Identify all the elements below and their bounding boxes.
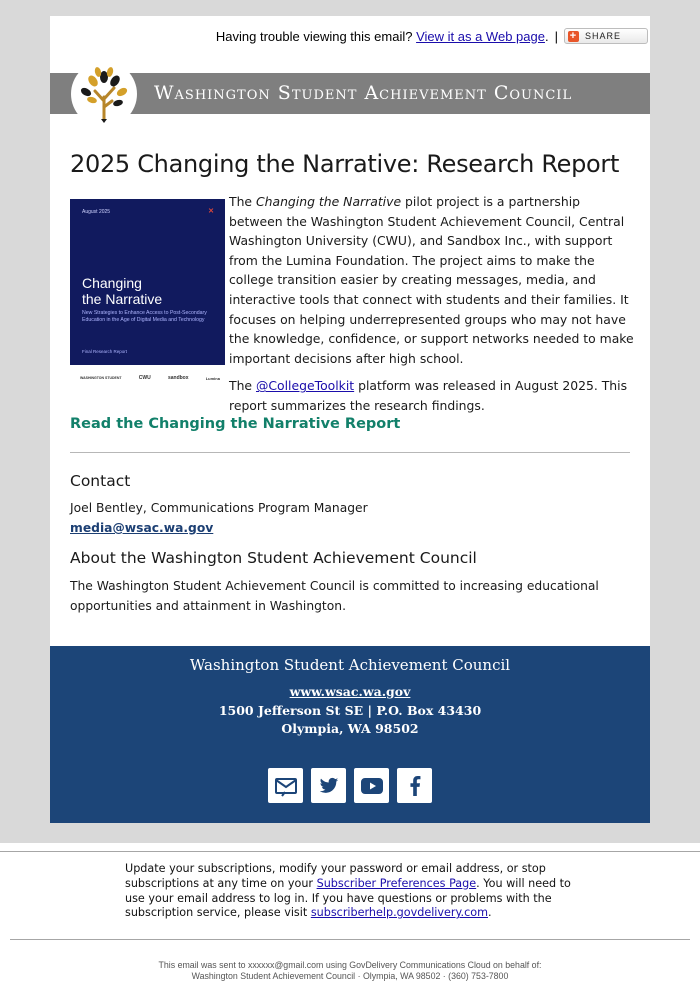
twitter-button[interactable] xyxy=(311,768,346,803)
preheader xyxy=(50,28,648,44)
cover-x-mark-icon: ✕ xyxy=(208,208,214,215)
read-report-link[interactable]: Read the Changing the Narrative Report xyxy=(70,416,401,432)
legal-line-2: Washington Student Achievement Council · Olympia, WA 98502 · (360) 753-7800 xyxy=(191,970,509,981)
preheader-text: Having trouble viewing this email? xyxy=(215,28,413,44)
share-label: SHARE xyxy=(584,31,621,41)
email-signup-button[interactable] xyxy=(268,768,303,803)
envelope-icon xyxy=(274,774,298,798)
footer-org-name: Washington Student Achievement Council xyxy=(189,656,511,674)
report-cover-image[interactable] xyxy=(70,199,225,389)
banner-title: Washington Student Achievement Council xyxy=(154,82,573,104)
email-container xyxy=(50,16,650,823)
cover-title-line1: Changing xyxy=(82,275,142,291)
social-links xyxy=(268,768,432,803)
cover-logo-sandbox: sandbox xyxy=(167,375,189,381)
page-title: 2025 Changing the Narrative: Research Report xyxy=(70,150,620,178)
college-toolkit-link[interactable]: @CollegeToolkit xyxy=(255,378,355,394)
footer-website-link[interactable]: www.wsac.wa.gov xyxy=(289,684,411,699)
intro-text-rest: pilot project is a partnership between the Washington Student Achievement Council, Central Washington University (CWU), and Sandbox Inc., with support from the Lumina Foundation. The project aims to make the college transition easier by creating messages, media, and interactive tools that connect with students and their families. It focuses on helping underrepresented groups who may not have the knowledge, confidence, or support networks needed to make important decisions after high school. xyxy=(229,194,634,366)
footer-address: 1500 Jefferson St SE | P.O. Box 43430 xyxy=(218,703,482,718)
subscription-text-1: Update your subscriptions, modify your password or email address, or stop subscriptions at any time on your xyxy=(125,862,546,890)
header-banner xyxy=(50,73,650,114)
cover-panel xyxy=(70,199,225,365)
cover-label: Final Research Report xyxy=(82,349,128,354)
subscription-notice xyxy=(125,862,585,921)
release-text-start: The xyxy=(229,378,256,394)
subscription-text-3: . xyxy=(488,906,492,920)
facebook-button[interactable] xyxy=(397,768,432,803)
wsac-logo xyxy=(71,61,137,127)
legal-line-1: This email was sent to xxxxxx@gmail.com using GovDelivery Communications Cloud on behalf of: xyxy=(158,960,542,970)
divider xyxy=(70,452,630,453)
footer-city: Olympia, WA 98502 xyxy=(281,721,419,736)
release-paragraph xyxy=(229,376,634,415)
bottom-divider-top xyxy=(0,851,700,852)
preheader-separator: | xyxy=(554,28,558,44)
preheader-period: . xyxy=(544,28,549,44)
intro-text-start: The xyxy=(229,194,256,209)
cover-date: August 2025 xyxy=(82,209,111,215)
release-text-rest: platform was released in August 2025. This report summarizes the research findings. xyxy=(229,378,628,413)
cover-title xyxy=(82,275,162,307)
youtube-button[interactable] xyxy=(354,768,389,803)
subscriber-help-link[interactable]: subscriberhelp.govdelivery.com xyxy=(310,906,488,920)
about-heading: About the Washington Student Achievement Council xyxy=(70,549,477,567)
subscriber-preferences-link[interactable]: Subscriber Preferences Page xyxy=(316,876,477,890)
legal-footer xyxy=(0,960,700,981)
cover-subtitle: New Strategies to Enhance Access to Post-Secondary Education in the Age of Digital Media and Technology xyxy=(82,310,207,323)
contact-heading: Contact xyxy=(70,472,131,490)
plus-icon: + xyxy=(569,29,578,42)
email-footer xyxy=(50,646,650,823)
view-web-page-link[interactable]: View it as a Web page xyxy=(416,28,545,44)
cover-logo-cwu: CWU xyxy=(138,375,151,381)
article-body xyxy=(229,192,634,424)
cover-logo-wsac: WASHINGTON STUDENT xyxy=(80,376,122,380)
bottom-divider-bottom xyxy=(10,939,690,940)
about-text: The Washington Student Achievement Council is committed to increasing educational opportunities and attainment in Washington. xyxy=(70,579,599,613)
subscription-text-2: . You will need to use your email address to log in. If you have questions or problems with the subscription service, please visit xyxy=(125,876,571,920)
tree-logo-icon xyxy=(71,61,137,127)
intro-paragraph xyxy=(229,192,634,368)
cover-title-line2: the Narrative xyxy=(82,291,163,307)
project-name-italic: Changing the Narrative xyxy=(255,194,402,209)
cover-logo-lumina: Lumina xyxy=(205,375,220,381)
twitter-bird-icon xyxy=(319,777,339,795)
contact-name: Joel Bentley, Communications Program Manager xyxy=(70,501,368,515)
contact-email-link[interactable]: media@wsac.wa.gov xyxy=(70,521,214,535)
cover-logos xyxy=(80,373,220,383)
share-button[interactable] xyxy=(564,28,648,44)
youtube-play-icon xyxy=(361,778,383,794)
facebook-f-icon xyxy=(409,776,421,796)
